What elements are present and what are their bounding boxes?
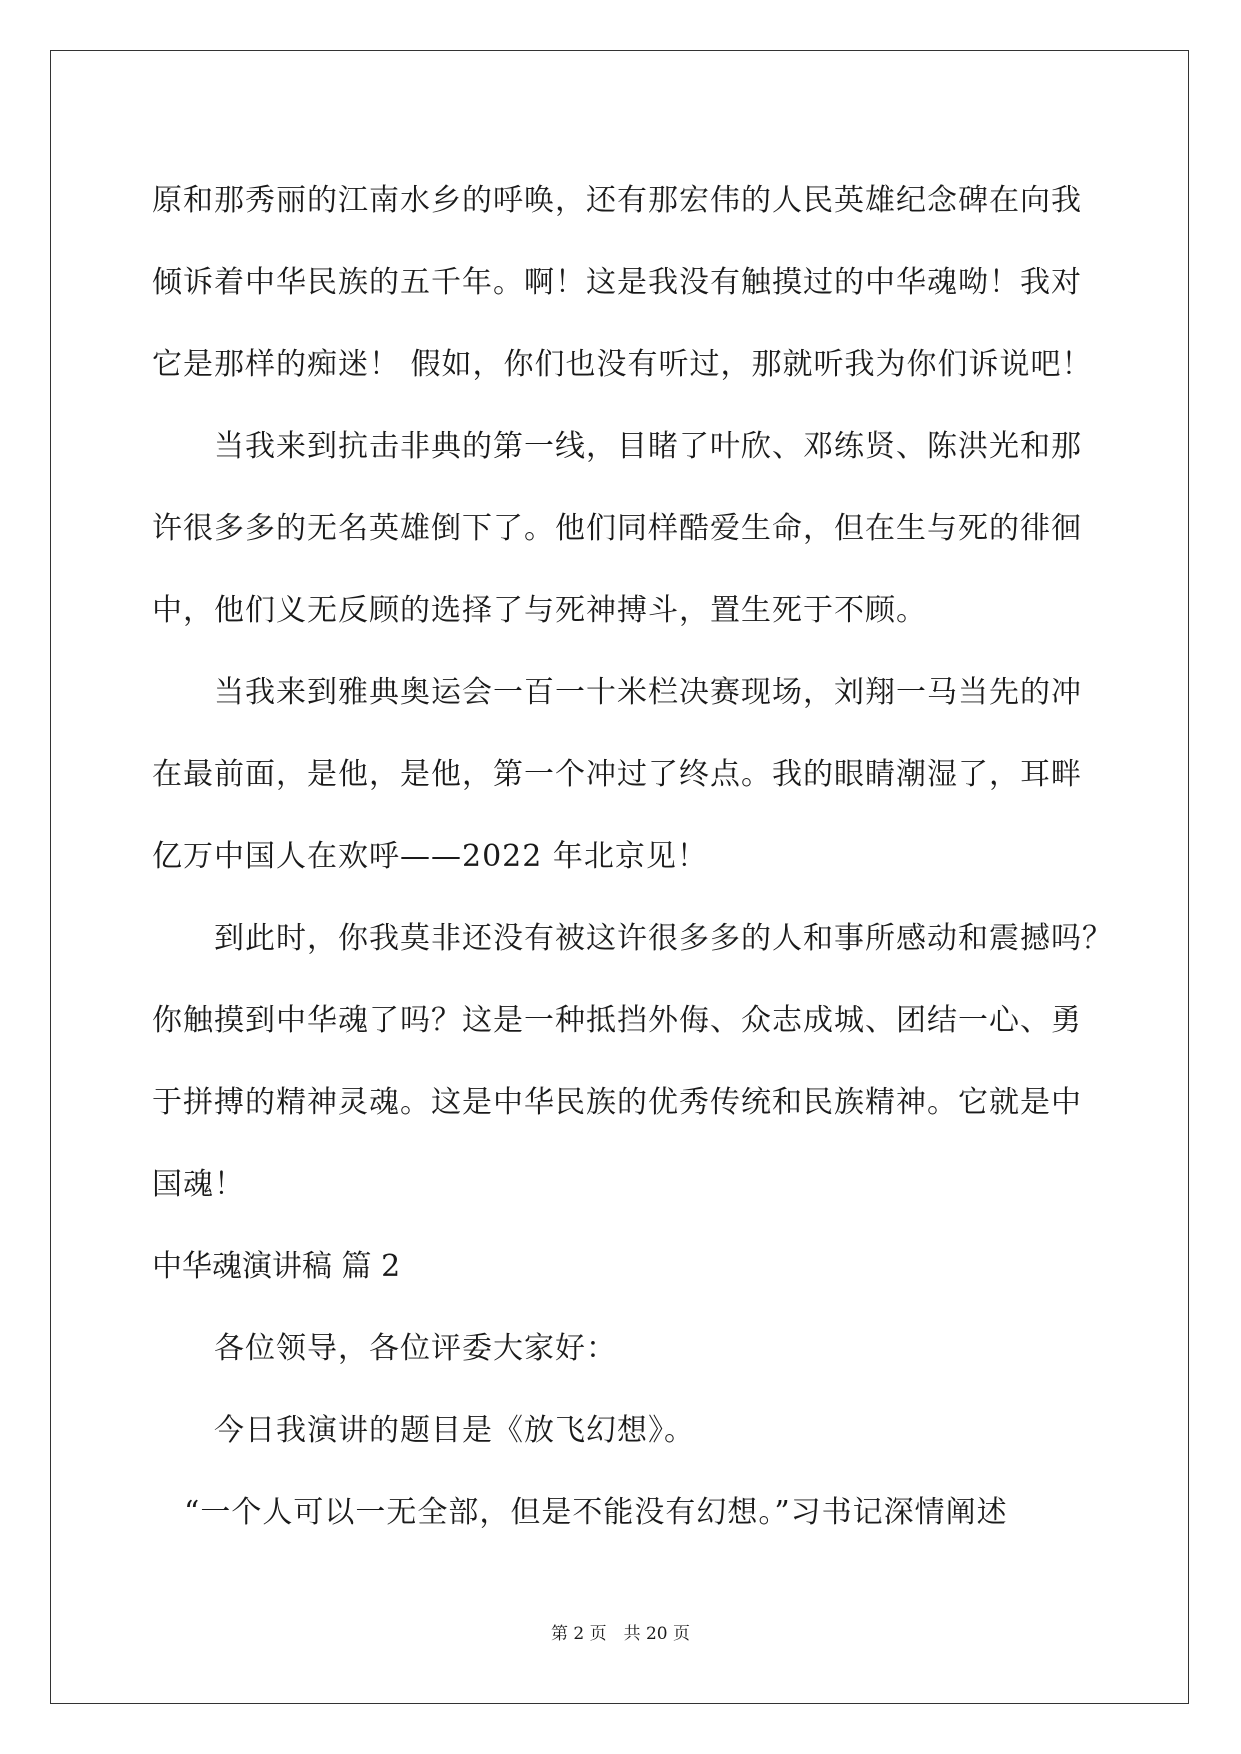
page-number-footer: 第 2 页 共 20 页 bbox=[550, 1624, 691, 1644]
paragraph-line: 原和那秀丽的江南水乡的呼唤，还有那宏伟的人民英雄纪念碑在向我 bbox=[152, 183, 1082, 218]
document-body bbox=[152, 160, 1113, 1554]
section-heading: 中华魂演讲稿 篇 2 bbox=[152, 1249, 401, 1284]
paragraph-line: 倾诉着中华民族的五千年。啊！这是我没有触摸过的中华魂呦！我对 bbox=[152, 265, 1082, 300]
paragraph-line: 它是那样的痴迷！ 假如，你们也没有听过，那就听我为你们诉说吧！ bbox=[152, 347, 1093, 382]
paragraph-line: 中，他们义无反顾的选择了与死神搏斗，置生死于不顾。 bbox=[152, 593, 927, 628]
paragraph-line: 亿万中国人在欢呼——2022 年北京见！ bbox=[152, 839, 708, 874]
paragraph-line: 国魂！ bbox=[152, 1167, 245, 1202]
paragraph-first-line: 到此时，你我莫非还没有被这许很多多的人和事所感动和震撼吗？ bbox=[214, 921, 1113, 956]
paragraph-first-line: 当我来到抗击非典的第一线，目睹了叶欣、邓练贤、陈洪光和那 bbox=[214, 429, 1082, 464]
paragraph-line: 你触摸到中华魂了吗？这是一种抵挡外侮、众志成城、团结一心、勇 bbox=[152, 1003, 1082, 1038]
paragraph-first-line: 各位领导，各位评委大家好： bbox=[214, 1331, 617, 1366]
paragraph-line: 许很多多的无名英雄倒下了。他们同样酷爱生命，但在生与死的徘徊 bbox=[152, 511, 1082, 546]
paragraph-line: 在最前面，是他，是他，第一个冲过了终点。我的眼睛潮湿了，耳畔 bbox=[152, 757, 1082, 792]
paragraph-first-line: 当我来到雅典奥运会一百一十米栏决赛现场，刘翔一马当先的冲 bbox=[214, 675, 1082, 710]
paragraph-line: 于拼搏的精神灵魂。这是中华民族的优秀传统和民族精神。它就是中 bbox=[152, 1085, 1082, 1120]
quote-line: “一个人可以一无全部，但是不能没有幻想。”习书记深情阐述 bbox=[184, 1495, 1008, 1530]
paragraph-first-line: 今日我演讲的题目是《放飞幻想》。 bbox=[214, 1413, 695, 1448]
